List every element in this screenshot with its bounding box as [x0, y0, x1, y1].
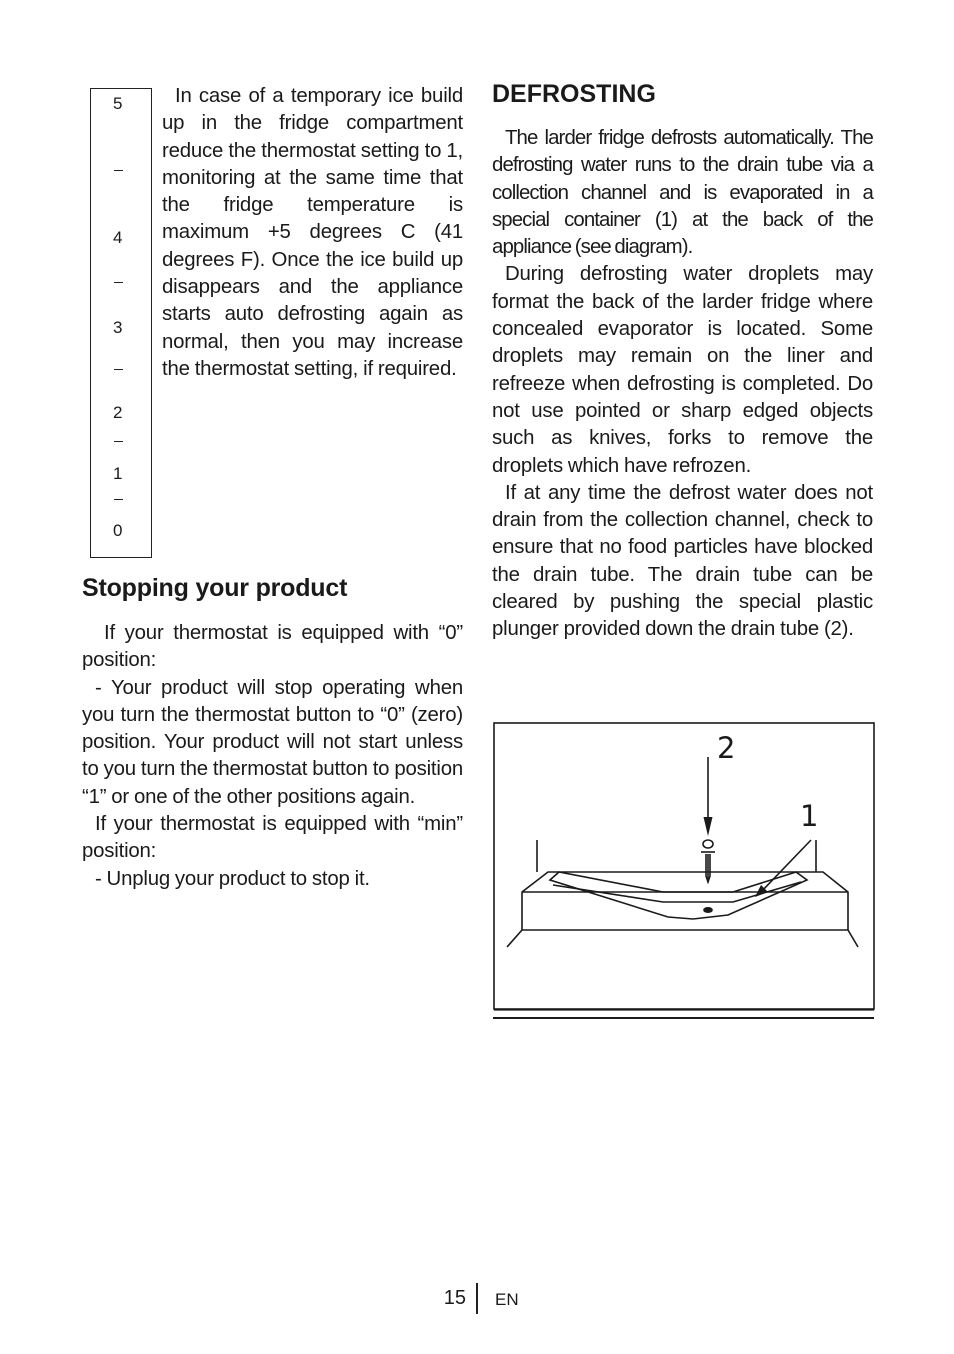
footer-divider: [476, 1283, 478, 1314]
drain-diagram: [493, 722, 875, 1020]
thermostat-scale: [90, 88, 152, 558]
stopping-paragraph: - Unplug your product to stop it.: [95, 867, 370, 890]
defrosting-paragraph: The larder fridge defrosts automatically. The defrosting water runs to the drain tube via a collection channel and is evaporated in a special container (1) at the back of the appliance (see diagram).: [492, 127, 873, 259]
defrosting-paragraph: During defrosting water droplets may format the back of the larder fridge where concealed evaporator is located. Some droplets may remain on the liner and refreeze when defrosting is completed. Do not use pointed or sharp edged objects such as knives, forks to remove the droplets which have refrozen.: [492, 263, 873, 477]
page-footer: [0, 1283, 954, 1313]
plunger-top: [703, 840, 713, 848]
scale-label-1: 1: [113, 464, 123, 483]
scale-label-3: 3: [113, 318, 123, 337]
arrow-container: [761, 840, 811, 892]
language-code: EN: [495, 1290, 519, 1309]
defrosting-heading: DEFROSTING: [492, 80, 656, 108]
scale-dash: [114, 170, 123, 171]
defrosting-paragraph: If at any time the defrost water does not drain from the collection channel, check to ensure that no food particles have blocked the drain tube. The drain tube can be cleared by pushing the special plastic plunger provided down the drain tube (2).: [492, 481, 873, 641]
stopping-heading: Stopping your product: [82, 574, 348, 602]
ice-buildup-paragraph: In case of a temporary ice build up in the fridge compartment reduce the thermostat setting to 1, monitoring at the same time that the fridge temperature is maximum +5 degrees C (41 degrees F). Once the ice build up disappears and the appliance starts auto defrosting again as normal, then you may increase the thermostat setting, if required.: [162, 85, 463, 380]
scale-label-4: 4: [113, 228, 123, 247]
scale-dash: [114, 441, 123, 442]
label-drain-tube: 2: [717, 731, 736, 765]
label-container: 1: [800, 799, 819, 833]
stopping-section: [82, 620, 463, 893]
scale-dash: [114, 499, 123, 500]
scale-label-5: 5: [113, 94, 123, 113]
stopping-paragraph: If your thermostat is equipped with “0” position:: [82, 622, 463, 672]
scale-label-0: 0: [113, 521, 123, 540]
scale-label-2: 2: [113, 403, 123, 422]
defrosting-section: [492, 125, 873, 644]
scale-dash: [114, 282, 123, 283]
collection-channel: [550, 872, 807, 919]
stopping-paragraph: If your thermostat is equipped with “min” position:: [82, 813, 463, 863]
stopping-paragraph: - Your product will stop operating when you turn the thermostat button to “0” (zero) position. Your product will not start unless to you turn the thermostat button to position “1” or one of the other positions again.: [82, 676, 463, 808]
diagram-frame: [494, 723, 874, 1009]
scale-dash: [114, 369, 123, 370]
appliance-base: [522, 872, 848, 930]
page-number: 15: [443, 1287, 466, 1309]
